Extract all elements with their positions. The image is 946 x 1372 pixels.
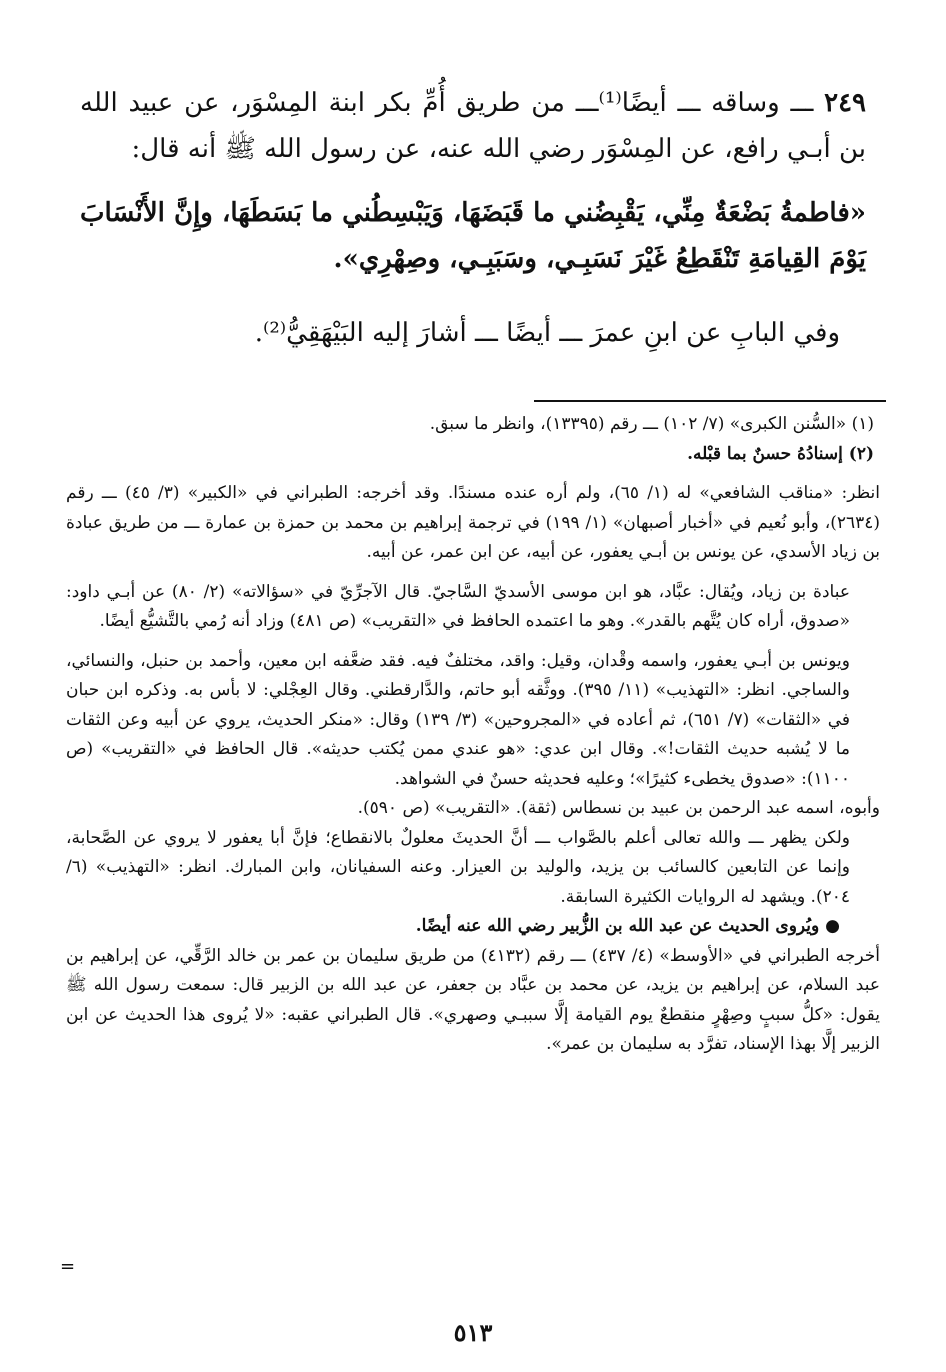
footnote-paragraph: وأبوه، اسمه عبد الرحمن بن عبيد بن نسطاس (ثقة). «التقريب» (ص ٥٩٠). [357,798,880,818]
footnotes [66,410,880,1060]
hadith-number: ٢٤٩ [824,88,867,118]
hadith-quote: «فاطمةُ بَضْعَةٌ مِنِّي، يَقْبِضُني ما قَبَضَهَا، وَيَبْسِطُني ما بَسَطَهَا، وإِنَّ الأَنْسَابَ يَوْمَ القِيامَةِ تَنْقَطِعُ غَيْرَ نَسَبِـي، وسَبَبِـي، وصِهْرِي». [80,198,867,274]
footnote-2: (٢) إسنادُهُ حسنٌ بما قبْله. [687,443,874,464]
main-text [80,80,866,356]
bab-note: وفي البابِ عن ابنِ عمرَ ـــ أيضًا ـــ أشارَ إليه البَيْهَقِيُّ⁽²⁾. [254,318,840,348]
hadith-paragraph [80,80,866,172]
footnote-1: (١) «السُّنن الكبرى» (٧/ ١٠٢) ـــ رقم (١٣٣٩٥)، وانظر ما سبق. [429,414,874,434]
footnote-paragraph: عبادة بن زياد، ويُقال: عبَّاد، هو ابن موسى الأسديّ السَّاجيّ. قال الآجرِّيّ في «سؤالاته» (٢/ ٨٠) عن أبـي داود: «صدوق، أراه كان يُتَّهم بالقدر». وهو ما اعتمده الحافظ في «التقريب» (ص ٤٨١) وزاد أنه رُمي بالتَّشيُّع أيضًا. [66,581,850,631]
hadith-intro: ـــ وساقه ـــ أيضًا⁽¹⁾ـــ من طريق أُمِّ بكر ابنة المِسْوَر، عن عبيد الله بن أبـي رافع، عن المِسْوَر رضي الله عنه، عن رسول الله ﷺ أنه قال: [80,88,866,164]
footnote-paragraph: انظر: «مناقب الشافعي» له (١/ ٦٥)، ولم أره عنده مسندًا. وقد أخرجه: الطبراني في «الكبير» (٣/ ٤٥) ـــ رقم (٢٦٣٤)، وأبو نُعيم في «أخبار أصبهان» (١/ ١٩٩) في ترجمة إبراهيم بن محمد بن حمزة بن عمارة ـــ من طريق عبادة بن زياد الأسدي، عن يونس بن أبـي يعفور، عن أبيه، عن ابن عمر، عن أبيه. [66,483,881,562]
continuation-mark: = [60,1256,76,1277]
footnote-paragraph: ولكن يظهر ـــ والله تعالى أعلم بالصَّواب ـــ أنَّ الحديثَ معلولٌ بالانقطاع؛ فإنَّ أبا يعفور لا يروي عن الصَّحابة، وإنما عن التابعين كالسائب بن يزيد، والوليد بن العيزار. وعنه السفيانان، وابن المبارك. انظر: «التهذيب» (٦/ ٢٠٤). ويشهد له الروايات الكثيرة السابقة. [66,827,850,907]
footnote-paragraph: ويونس بن أبـي يعفور، واسمه وقْدان، وقيل: واقد، مختلفٌ فيه. فقد ضعَّفه ابن معين، وأحمد بن حنبل، والنسائي، والساجي. انظر: «التهذيب» (١١/ ٣٩٥). ووثَّقه أبو حاتم، والدَّارقطني. وقال العِجْلي: لا بأس به. وذكره ابن حبان في «الثقات» (٧/ ٦٥١)، ثم أعاده في «المجروحين» (٣/ ١٣٩) وقال: «منكر الحديث، يروي عن أبيه وعن الثقات ما لا يُشبه حديث الثقات!». وقال ابن عدي: «هو عندي ممن يُكتب حديثه». قال الحافظ في «التقريب» (ص ١١٠٠): «صدوق يخطىء كثيرًا»؛ وعليه فحديثه حسنٌ في الشواهد. [66,650,850,789]
footnote-paragraph: أخرجه الطبراني في «الأوسط» (٤/ ٤٣٧) ـــ رقم (٤١٣٢) من طريق سليمان بن عمر بن خالد الرَّقِّي، عن إبراهيم بن عبد السلام، عن إبراهيم بن يزيد، عن محمد بن عبَّاد بن جعفر، عن عبد الله بن الزبير قال: سمعت رسول الله ﷺ يقول: «كلُّ سببٍ وصِهْرٍ منقطعٌ يوم القيامة إلَّا سببـي وصهري». قال الطبراني عقبه: «لا يُروى هذا الحديث عن ابن الزبير إلَّا بهذا الإسناد، تفرَّد به سليمان بن عمر». [66,945,880,1054]
page-number: ٥١٣ [453,1318,493,1347]
bullet-heading: ● ويُروى الحديث عن عبد الله بن الزُّبير رضي الله عنه أيضًا. [415,916,840,936]
footnote-separator [534,400,886,402]
